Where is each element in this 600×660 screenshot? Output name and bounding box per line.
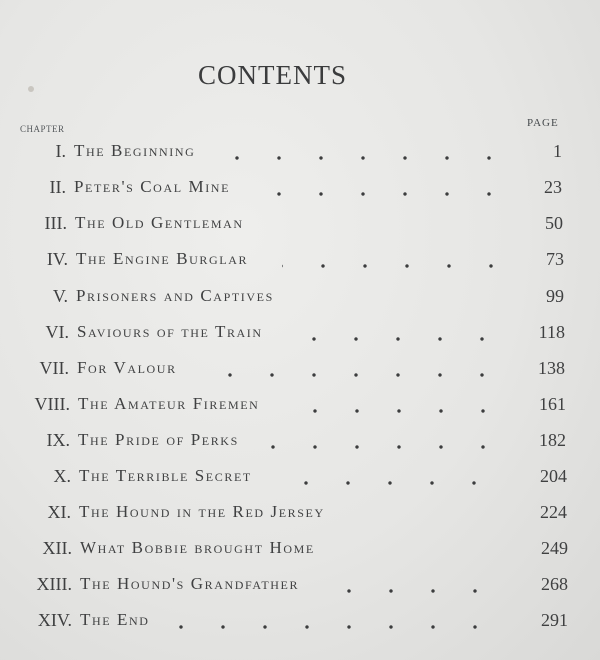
toc-row: [6, 574, 600, 604]
page-number: 249: [541, 538, 568, 558]
chapter-numeral: IV.: [46, 249, 68, 269]
chapter-numeral: VIII.: [34, 394, 70, 414]
page-number: 73: [546, 249, 564, 269]
page-number: 99: [546, 286, 564, 306]
chapter-title: The Old Gentleman: [75, 213, 244, 232]
toc-row: [2, 286, 600, 316]
page-number: 138: [538, 358, 565, 378]
chapter-title: Prisoners and Captives: [76, 286, 274, 305]
chapter-title: Peter's Coal Mine: [74, 177, 230, 196]
chapter-numeral: V.: [52, 286, 68, 306]
chapter-column-label: CHAPTER: [20, 124, 65, 134]
page-number: 268: [541, 574, 568, 594]
chapter-numeral: XI.: [47, 502, 71, 522]
chapter-numeral: II.: [49, 177, 66, 197]
toc-row: [2, 249, 600, 279]
page-number: 1: [553, 141, 562, 161]
chapter-title: The End: [80, 610, 150, 629]
toc-row: [1, 213, 600, 243]
toc-row: [3, 358, 600, 388]
chapter-title: The Hound in the Red Jersey: [79, 502, 325, 521]
chapter-numeral: IX.: [46, 430, 70, 450]
chapter-title: The Terrible Secret: [79, 466, 252, 485]
chapter-numeral: III.: [44, 213, 67, 233]
dot-leader: [275, 480, 495, 486]
page-column-label: PAGE: [527, 117, 559, 129]
chapter-numeral: XIV.: [37, 610, 72, 630]
chapter-title: What Bobbie brought Home: [80, 538, 315, 557]
dot-leader: [210, 155, 510, 161]
chapter-numeral: XIII.: [36, 574, 72, 594]
toc-row: [0, 141, 600, 171]
chapter-numeral: I.: [55, 141, 66, 161]
dot-leader: [264, 444, 504, 450]
page-number: 118: [538, 322, 565, 342]
dot-leader: [336, 588, 496, 594]
chapter-title: The Amateur Firemen: [78, 394, 260, 413]
chapter-title: The Engine Burglar: [76, 249, 249, 268]
chapter-numeral: X.: [53, 466, 71, 486]
dot-leader: [176, 624, 496, 630]
toc-row: [6, 610, 600, 640]
dot-leader: [303, 336, 503, 342]
page-number: 204: [540, 466, 567, 486]
dot-leader: [255, 191, 510, 197]
page-number: 291: [541, 610, 568, 630]
chapter-numeral: VII.: [39, 358, 69, 378]
toc-row: [4, 430, 600, 460]
chapter-title: The Hound's Grandfather: [80, 574, 300, 593]
page-title: CONTENTS: [198, 60, 347, 90]
chapter-title: The Pride of Perks: [78, 430, 239, 449]
dot-leader: [289, 408, 504, 414]
chapter-title: Saviours of the Train: [77, 322, 263, 341]
toc-row: [6, 538, 600, 568]
page-number: 224: [540, 502, 567, 522]
page-number: 161: [539, 394, 566, 414]
page-number: 23: [544, 177, 562, 197]
dot-leader: [282, 263, 512, 269]
toc-row: [3, 322, 600, 352]
chapter-title: The Beginning: [74, 141, 196, 160]
toc-row: [0, 177, 600, 207]
page-number: 50: [545, 213, 563, 233]
toc-row: [4, 394, 600, 424]
page-number: 182: [539, 430, 566, 450]
chapter-title: For Valour: [77, 358, 177, 377]
chapter-numeral: VI.: [45, 322, 69, 342]
toc-row: [5, 502, 600, 532]
chapter-numeral: XII.: [42, 538, 72, 558]
dot-leader: [193, 372, 503, 378]
toc-row: [5, 466, 600, 496]
